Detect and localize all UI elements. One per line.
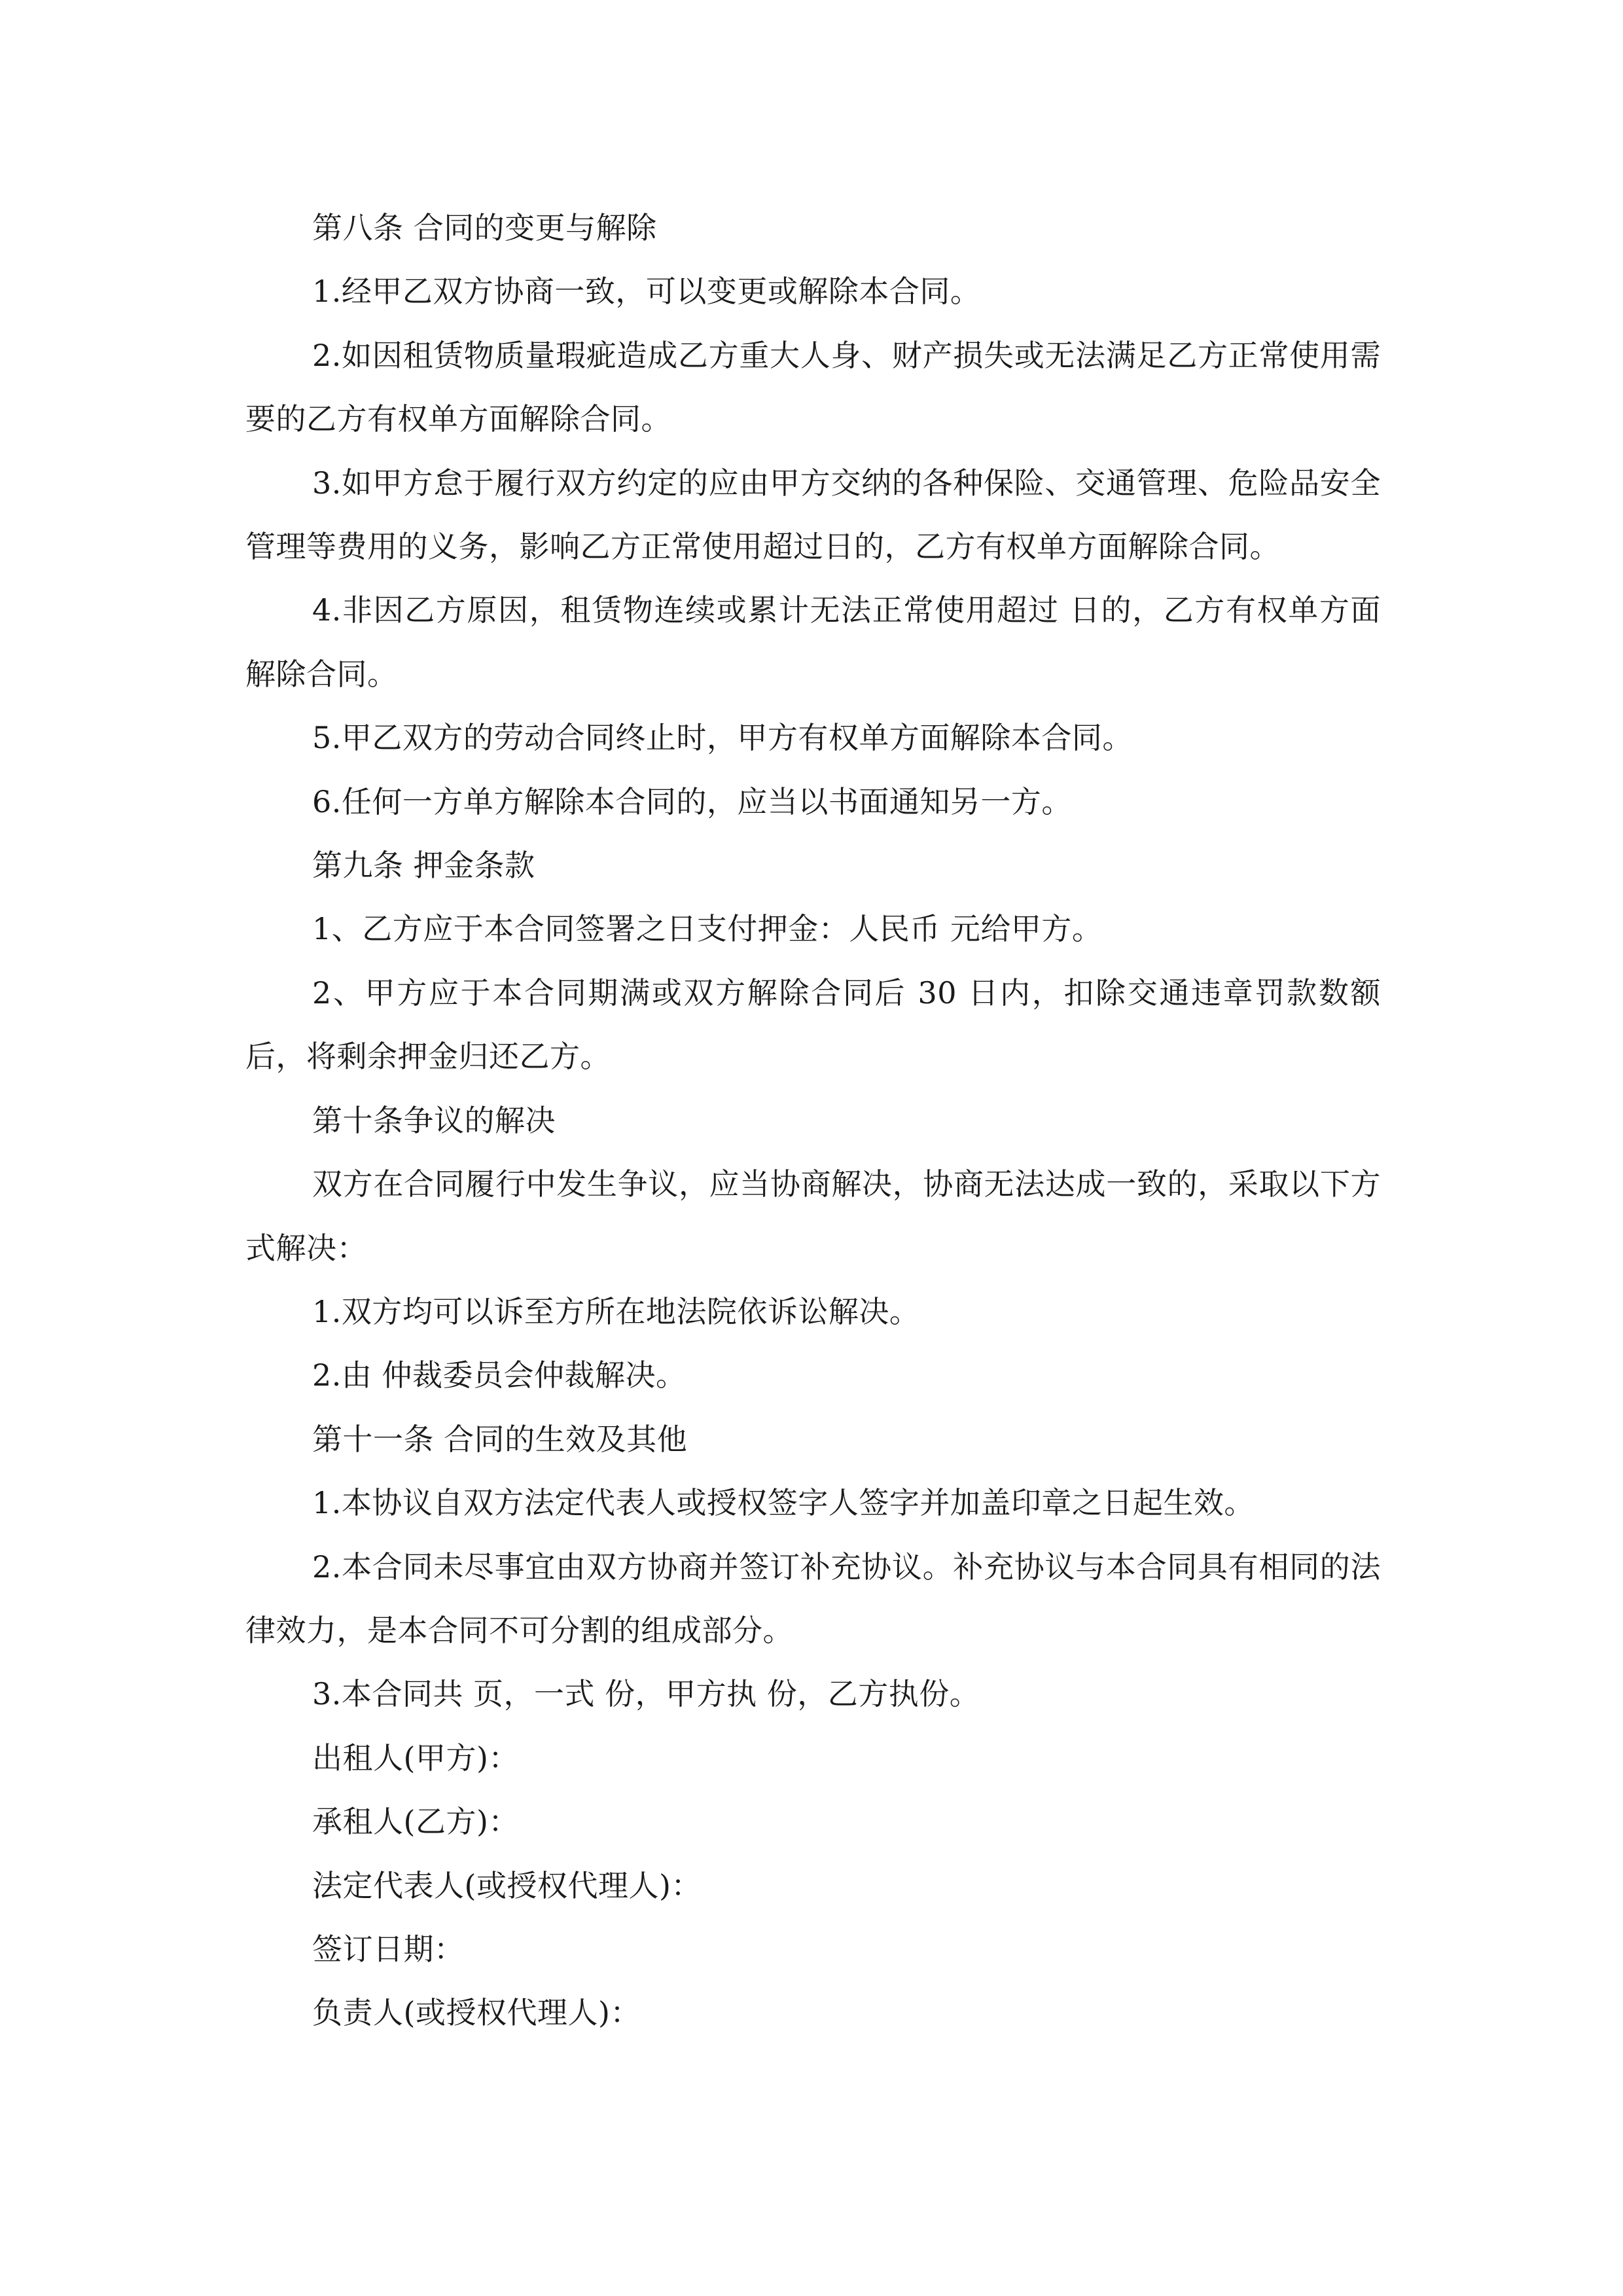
article-11-clause-2: 2.本合同未尽事宜由双方协商并签订补充协议。补充协议与本合同具有相同的法律效力，是本合同不可分割的组成部分。 — [245, 1549, 1381, 1648]
article-8-clause-5: 5.甲乙双方的劳动合同终止时，甲方有权单方面解除本合同。 — [312, 720, 1133, 756]
article-9-heading: 第九条 押金条款 — [312, 848, 535, 884]
article-10-clause-1: 1.双方均可以诉至方所在地法院依诉讼解决。 — [312, 1293, 920, 1329]
lessee-signature-line: 承租人(乙方)： — [312, 1804, 519, 1840]
article-10-intro: 双方在合同履行中发生争议，应当协商解决，协商无法达成一致的，采取以下方式解决： — [245, 1166, 1381, 1266]
article-11-clause-1: 1.本协议自双方法定代表人或授权签字人签字并加盖印章之日起生效。 — [312, 1485, 1255, 1521]
lessor-signature-line: 出租人(甲方)： — [312, 1740, 519, 1776]
article-8-clause-3: 3.如甲方怠于履行双方约定的应由甲方交纳的各种保险、交通管理、危险品安全管理等费用的义务，影响乙方正常使用超过日的，乙方有权单方面解除合同。 — [245, 465, 1381, 565]
article-11-clause-3: 3.本合同共 页，一式 份，甲方执 份，乙方执份。 — [312, 1676, 980, 1712]
article-10-heading: 第十条争议的解决 — [312, 1102, 556, 1138]
article-8-clause-1: 1.经甲乙双方协商一致，可以变更或解除本合同。 — [312, 274, 981, 310]
article-9-clause-2: 2、甲方应于本合同期满或双方解除合同后 30 日内，扣除交通违章罚款数额后，将剩余押金归还乙方。 — [245, 975, 1381, 1075]
article-9-clause-1: 1、乙方应于本合同签署之日支付押金：人民币 元给甲方。 — [312, 911, 1103, 947]
article-8-heading: 第八条 合同的变更与解除 — [312, 210, 657, 245]
person-in-charge-line: 负责人(或授权代理人)： — [312, 1995, 641, 2031]
article-10-clause-2: 2.由 仲裁委员会仲裁解决。 — [312, 1357, 687, 1393]
document-body — [245, 196, 1381, 2045]
signing-date-line: 签订日期： — [312, 1931, 465, 1967]
article-11-heading: 第十一条 合同的生效及其他 — [312, 1421, 688, 1457]
legal-representative-line: 法定代表人(或授权代理人)： — [312, 1867, 702, 1903]
article-8-clause-4: 4.非因乙方原因，租赁物连续或累计无法正常使用超过 日的，乙方有权单方面解除合同。 — [245, 592, 1381, 692]
article-8-clause-6: 6.任何一方单方解除本合同的，应当以书面通知另一方。 — [312, 783, 1072, 819]
article-8-clause-2: 2.如因租赁物质量瑕疵造成乙方重大人身、财产损失或无法满足乙方正常使用需要的乙方有权单方面解除合同。 — [245, 337, 1381, 437]
